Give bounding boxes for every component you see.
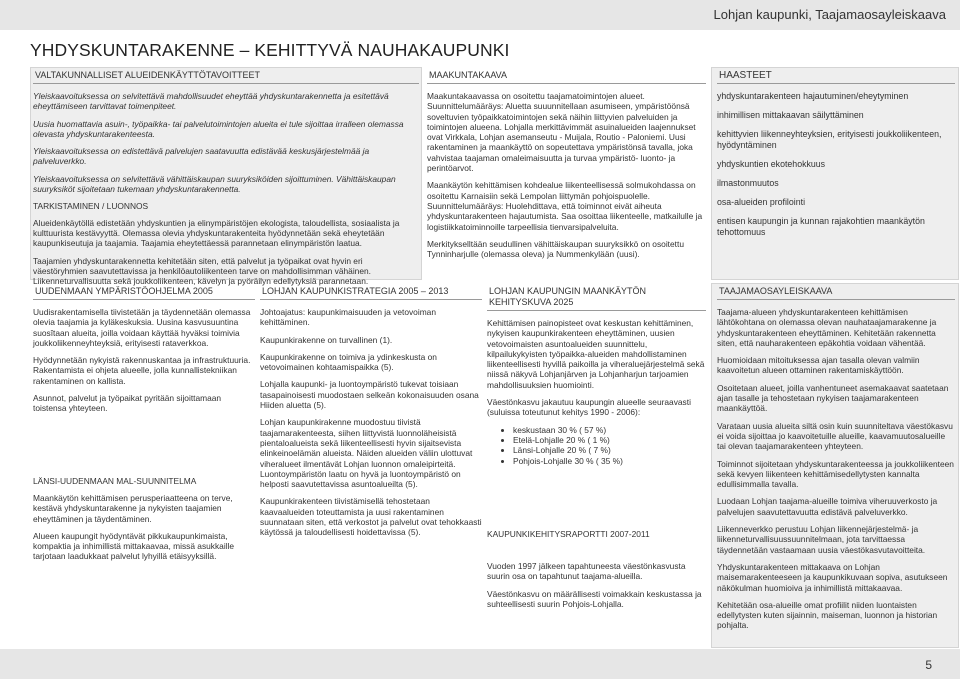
valtakunnalliset-text: Yleiskaavoituksessa on selvitettävä mahdollisuudet eheyttää yhdyskuntarakennetta ja esitettävä eheyttämiseen tarvittavat toimenpiteet. — [33, 91, 389, 112]
maankaytto-text: Väestönkasvu jakautuu kaupungin alueelle seuraavasti (suluissa toteutunut kehitys 1990 - 2006): — [487, 397, 691, 418]
spacer — [487, 473, 706, 529]
strategia-heading: LOHJAN KAUPUNKISTRATEGIA 2005 – 2013 — [260, 286, 482, 300]
maankaytto-section — [487, 286, 706, 616]
tarkistaminen-text: Alueidenkäytöllä edistetään yhdyskuntien ja elinympäristöjen ekologista, taloudellista, sosiaalista ja kulttuurista kestävyyttä. Olemassa olevia yhdyskuntarakenteita hyödynnetään sekä eheytetään kaupunkiseutuja ja taajamia. Taajamia eheytettäessä parannetaan elinympäristön laatua. — [33, 217, 400, 249]
valtakunnalliset-heading: VALTAKUNNALLISET ALUEIDENKÄYTTÖTAVOITTEET — [33, 70, 419, 84]
uudenmaan-text: Hyödynnetään nykyistä rakennuskantaa ja infrastruktuuria. Rakentamista ei ohjeta alueelle, jolla kunnallistekniikan rakentaminen on kallista. — [33, 355, 251, 386]
haasteet-item: kehittyvien liikenneyhteyksien, erityisesti joukkoliikenteen, hyödyntäminen — [717, 129, 942, 150]
tavoitteet-text: Liikenneverkko perustuu Lohjan liikennejärjestelmä- ja liikenneturvallisuussuunnitelmaan, jota tarvittaessa täydennetään vastaamaan uusia väestökasvutavoitteita. — [717, 524, 926, 555]
maakuntakaava-heading: MAAKUNTAKAAVA — [427, 70, 706, 84]
maakuntakaava-section — [427, 70, 706, 266]
header-bar — [0, 0, 960, 30]
mal-text: Maankäytön kehittämisen perusperiaatteena on terve, kestävä yhdyskuntarakenne ja nykyisten taajamien eheyttäminen ja täydentäminen. — [33, 492, 233, 524]
uudenmaan-heading: UUDENMAAN YMPÄRISTÖOHJELMA 2005 — [33, 286, 255, 300]
haasteet-heading: HAASTEET — [717, 70, 955, 84]
tavoitteet-heading: TAAJAMAOSAYLEISKAAVA — [717, 286, 955, 300]
page-title: YHDYSKUNTARAKENNE – KEHITTYVÄ NAUHAKAUPUNKI — [30, 40, 510, 60]
maakuntakaava-text: Maankäytön kehittämisen kohdealue liikenteellisessä solmukohdassa on osoitettu Karnaisiin sekä Lempolan liittymän pohjoispuolelle. Suunnittelumääräys: Huolehdittava, että toiminnot eivät aiheuta yhdyskuntarakenteen hajautumista. Saa osoittaa liikenteelle, matkailulle ja logistiikkatoiminnoille tarpeellisia tienvarsipalveluita. — [427, 180, 703, 232]
list-item: • keskustaan 30 % ( 57 %) — [513, 425, 706, 435]
footer-bar — [0, 649, 960, 679]
raportti-heading: KAUPUNKIKEHITYSRAPORTTI 2007-2011 — [487, 528, 650, 539]
strategia-text: Kaupunkirakenteen tiivistämisellä tehostetaan kaavaalueiden toteuttamista ja uusi rakentaminen suunnataan siten, että verkostot ja palvelut ovat tehokkaasti käytössä ja taloudellisesti hoidettavissa (5). — [260, 496, 482, 538]
tavoitteet-text: Luodaan Lohjan taajama-alueille toimiva viheruuverkosto ja palvelujen saavutettavuutta edistävä palveluverkko. — [717, 496, 938, 517]
uudenmaan-text: Asunnot, palvelut ja työpaikat pyritään sijoittamaan toistensa yhteyteen. — [33, 393, 222, 414]
tavoitteet-text: Kehitetään osa-alueille omat profiilit niiden luontaisten edellytysten kuten sijainnin, maiseman, luonnon ja historian pohjalta. — [717, 599, 938, 631]
valtakunnalliset-text: Yleiskaavoituksessa on selvitettävä vähittäiskaupan suuryksiköiden sijoittuminen. Vähittäiskaupan suuryksiköt sijoitetaan tukemaan yhdyskuntarakennetta. — [33, 173, 396, 195]
list-item: • Länsi-Lohjalle 20 % ( 7 %) — [513, 445, 706, 455]
haasteet-section — [717, 70, 955, 246]
tavoitteet-text: Osoitetaan alueet, joilla vanhentuneet asemakaavat saatetaan ajan tasalle ja tehostetaan nykyisen taajamarakenteen maankäyttöä. — [717, 382, 949, 414]
uudenmaan-section — [33, 286, 255, 569]
haasteet-item: entisen kaupungin ja kunnan rajakohtien maankäytön tehottomuus — [717, 216, 925, 237]
tavoitteet-text: Toiminnot sijoitetaan yhdyskuntarakenteessa ja joukkoliikenteen sekä kevyen liikenteen kehittämisedellytysten kannalta edullisimmalla tavalla. — [717, 458, 954, 490]
page-number: 5 — [925, 658, 932, 672]
list-item: • Pohjois-Lohjalle 30 % ( 35 %) — [513, 456, 706, 466]
list-item: • Etelä-Lohjalle 20 % ( 1 %) — [513, 435, 706, 445]
tarkistaminen-heading: TARKISTAMINEN / LUONNOS — [33, 201, 149, 212]
haasteet-item: yhdyskuntien ekotehokkuus — [717, 159, 826, 169]
maakuntakaava-text: Merkitykselltään seudullinen vähittäiskaupan suuryksikkö on osoitettu Tynninharjulle (olemassa oleva) ja Nummenkylään (uusi). — [427, 238, 684, 260]
tavoitteet-text: Huomioidaan mitoituksessa ajan tasalla olevan valmiin kaavoitetun alueen ottaminen rakentamiskäyttöön. — [717, 355, 920, 376]
strategia-text: Kaupunkirakenne on turvallinen (1). — [260, 334, 393, 345]
tavoitteet-text: Varataan uusia alueita siltä osin kuin suunniteltava väestökasvu ei voida sijoittaa jo kaavoitetuille alueille, kaavamuutosalueille tai olevan taajamarakenteen yhteyteen. — [717, 420, 953, 452]
valtakunnalliset-text: Yleiskaavoituksessa on edistettävä palvelujen saatavuutta edistävää keskusjärjestelmää ja palveluverkko. — [33, 146, 370, 167]
strategia-text: Lohjan kaupunkirakenne muodostuu tiivistä taajamarakenteesta, siihen liittyvistä luonnoläheisistä pientaloalueista sekä liikenteellisesti hyvin sijaitsevista elinkeinoelämän alueista. Näiden alueiden väliin ulottuvat viheralueet ilmentävät Lohjan luonnon omaleipirteitä. Luontoympäristön laatu on hyvä ja luontoympäristö on helposti saavutettavissa asuntoalueilta (5). — [260, 417, 473, 490]
vaestonkasvu-list — [487, 425, 706, 466]
strategia-section — [260, 286, 482, 545]
mal-heading: LÄNSI-UUDENMAAN MAL-SUUNNITELMA — [33, 475, 197, 486]
uudenmaan-text: Uudisrakentamisella tiivistetään ja täydennetään olemassa olevia taajamia ja kyläkeskuksia. Uusina kasvusuuntina suosîtaan alueita, joilla voidaan käyttää hyväksi toimivia joukkoliikenneyhteyksiä, erityisesti rataverkkoa. — [33, 307, 251, 348]
strategia-text: Johtoajatus: kaupunkimaisuuden ja vetovoiman kehittäminen. — [260, 307, 436, 328]
haasteet-item: ilmastonmuutos — [717, 178, 779, 188]
haasteet-item: inhimillisen mittakaavan säilyttäminen — [717, 110, 864, 120]
raportti-text: Väestönkasvu on määrällisesti voimakkain keskustassa ja suhteellisesti suurin Pohjois-Lohjalla. — [487, 588, 702, 610]
tavoitteet-section — [717, 286, 955, 638]
haasteet-item: yhdyskuntarakenteen hajautuminen/eheytyminen — [717, 91, 909, 101]
spacer — [33, 421, 255, 476]
maankaytto-text: Kehittämisen painopisteet ovat keskustan kehittäminen, nykyisen kaupunkirakenteen eheyttäminen, uusien vetovoimaisten asuntoalueiden suunnittelu, kilpailukykyisten työpaikka-alueiden mahdollistaminen liikenteellisesti hyvillä paikoilla ja viheraluejärjestelmä sekä niissä näkyvä Lohjanjärven ja Lohjanharjun tarjoamien mahdollisuuksien huomiointi. — [487, 318, 705, 390]
document-title: Lohjan kaupunki, Taajamaosayleiskaava — [713, 7, 946, 22]
tavoitteet-text: Taajama-alueen yhdyskuntarakenteen kehittämisen lähtökohtana on olemassa olevan nauhataajamarakenne ja yhdyskuntarakenteen eheyttäminen. Kehitetään rakennetta siten, että nauharakenteen epäkohtia voidaan vähentää. — [717, 307, 937, 348]
valtakunnalliset-section — [33, 70, 419, 293]
strategia-text: Lohjalla kaupunki- ja luontoympäristö tukevat toisiaan tasapainoisesti muodostaen selkeän kokonaisuuden osana Hiiden aluetta (5). — [260, 379, 479, 411]
maakuntakaava-text: Maakuntakaavassa on osoitettu taajamatoimintojen alueet. Suunnittelumääräys: Aluetta suuunnitellaan asumiseen, ympäristöönsä soveltuvien työpaikkatoimintojen sekä näihin liittyvien palveluiden ja toimintojen alueena. Lohjalla merkittävimmät asuinalueiden laajennukset ovat Virkkala, Lohjan asemanseutu - Muijala, Routio - Paloniemi. Uusi rakentaminen ja maankäyttö on sopeutettava ympäristönsä tavalla, joka vahvistaa taajaman omaleimaisuutta ja turvaa ympäristö- luonto- ja perintöarvot. — [427, 91, 696, 174]
haasteet-item: osa-alueiden profilointi — [717, 197, 806, 207]
tarkistaminen-text: Taajamien yhdyskuntarakennetta kehitetään siten, että palvelut ja työpaikat ovat hyvin eri väestöryhmien saavutettavissa ja henkilöautoliikenteen tarve on mahdollisimman vähäinen. Liikenneturvallisuutta sekä joukkoliikenteen, kävelyn ja pyöräilyn edellytyksiä parannetaan. — [33, 255, 371, 287]
mal-text: Alueen kaupungit hyödyntävät pikkukaupunkimaista, kompaktia ja inhimillistä mittakaavaa, missä asukkaille tarjotaan laadukkaat palvelut lyhyillä etäisyyksillä. — [33, 530, 235, 562]
maankaytto-heading: LOHJAN KAUPUNGIN MAANKÄYTÖN KEHITYSKUVA 2025 — [487, 286, 706, 311]
valtakunnalliset-text: Uusia huomattavia asuin-, työpaikka- tai palvelutoimintojen alueita ei tule sijoittaa irralleen olemassa olevasta yhdyskuntarakenteesta. — [33, 118, 404, 139]
tavoitteet-text: Yhdyskuntarakenteen mittakaava on Lohjan maisemarakenteeseen ja kaupunkikuvaan sopiva, asutukseen näkökulman huomioiva ja inhimillistä mittakaavaa. — [717, 561, 948, 593]
raportti-text: Vuoden 1997 jälkeen tapahtuneesta väestönkasvusta suurin osa on tapahtunut taajama-alueilla. — [487, 561, 686, 582]
strategia-text: Kaupunkirakenne on toimiva ja ydinkeskusta on vetovoimainen kohtaamispaikka (5). — [260, 351, 437, 373]
